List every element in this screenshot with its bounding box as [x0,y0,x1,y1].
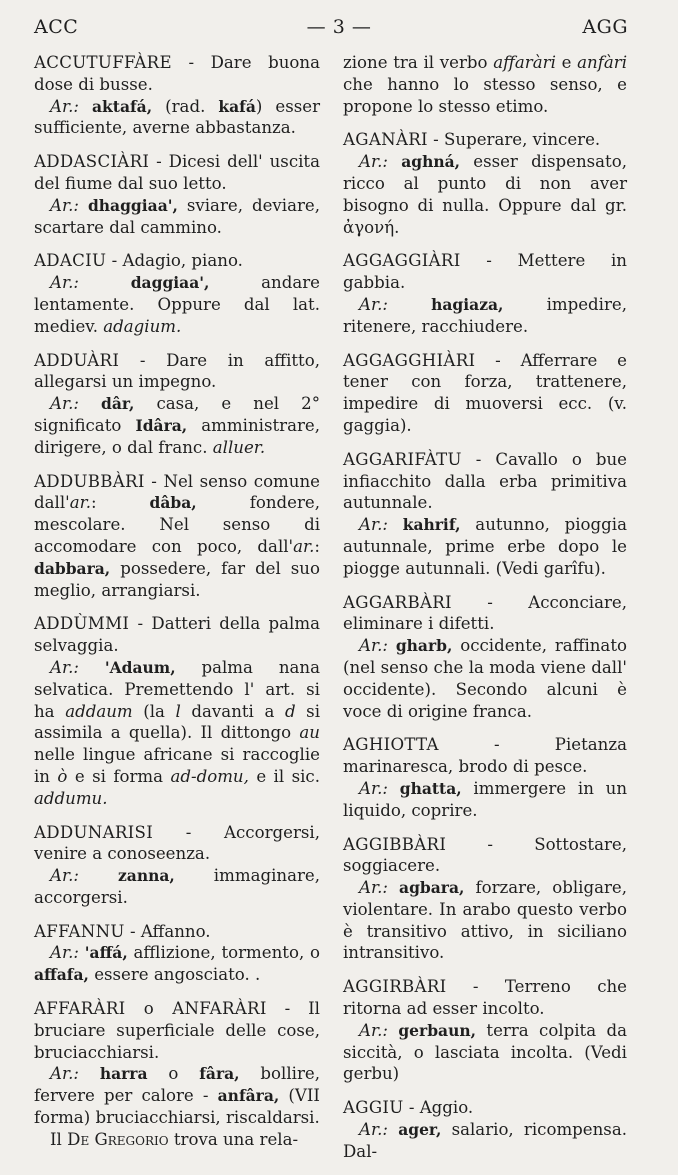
definition: - Mettere in gabbia. [343,251,627,293]
headword: ADACIU [34,251,107,271]
arabic-tag: Ar.: [50,195,79,215]
etymology-text: immergere in un liquido, coprire. [343,778,628,820]
etymology-text: essere angosciato. . [88,965,261,985]
arabic-tag: Ar.: [359,152,388,172]
headword: ACCUTUFFÀRE [34,53,172,72]
arabic-term: dabbara, [34,558,111,578]
arabic-term: daggiaa', [130,273,210,293]
arabic-term: affafa, [34,965,89,985]
definition: - Acconciare, eliminare i difetti. [343,592,627,634]
dictionary-entry [343,592,627,723]
etymology-text: e il sic. [248,766,320,786]
abbrev: ar. [69,493,91,513]
latin-term: adagium. [103,316,182,336]
dictionary-entry [34,52,320,139]
italic-term: ad-domu, [170,766,249,786]
definition: - Dare buona dose di busse. [34,53,320,94]
running-head-left: ACC [34,16,79,38]
dictionary-entry [34,921,320,986]
entry-continuation [343,52,627,117]
italic-term: l [175,701,181,721]
headword: AGGAGGIÀRI [343,251,461,271]
headword: AGGIBBÀRI [343,834,447,854]
arabic-term: harra [99,1064,148,1084]
arabic-tag: Ar.: [50,1064,79,1084]
headword: AGGIU [343,1098,404,1118]
arabic-term: dâr, [101,394,135,414]
arabic-tag: Ar.: [359,878,388,898]
arabic-term: fâra, [199,1064,240,1084]
etymology-text: sviare, deviare, scartare dal cammino. [34,195,320,237]
dictionary-entry [343,734,627,821]
italic-term: au [299,723,320,743]
dictionary-entry [34,350,320,459]
continuation-text: e [555,53,578,72]
arabic-tag: Ar.: [50,96,79,116]
left-column [34,52,320,1163]
etymology-text: si assimila a quella). Il dittongo [34,701,320,743]
dictionary-entry [343,129,627,238]
etymology-text: andare lentamente. Oppure dal lat. mediev. [34,273,320,336]
etymology-text: amministrare, dirigere, o dal franc. [34,415,320,457]
arabic-term: hagiaza, [431,294,504,314]
continuation-text: zione tra il verbo [343,53,494,72]
arabic-term: dhaggiaa', [87,195,178,215]
arabic-term: 'Adaum, [104,657,176,677]
etymology-text: (rad. [152,96,219,116]
arabic-tag: Ar.: [50,943,79,963]
headword: AGHIOTTA [343,735,439,755]
arabic-tag: Ar.: [359,515,388,535]
arabic-tag: Ar.: [359,294,388,314]
etymology-text: casa, e nel 2° significato [34,394,320,435]
arabic-term: 'affá, [84,943,128,963]
definition: - Pietanza marinaresca, brodo di pesce. [343,735,627,777]
page-number: — 3 — [306,16,372,38]
dictionary-entry [343,976,627,1085]
dictionary-entry [343,1097,627,1162]
definition: - Adagio, piano. [106,251,243,271]
definition: - Superare, vincere. [427,130,601,150]
definition: - Accorgersi, venire a conoseenza. [34,822,320,864]
definition: - Datteri della palma selvaggia. [34,614,320,656]
french-term: alluer. [212,437,266,457]
definition: - Dicesi dell' uscita del fiume dal suo letto. [34,152,320,193]
definition: - Dare in affitto, allegarsi un impegno. [34,350,320,392]
headword: ADDASCIÀRI [34,152,150,172]
italic-term: anfàri [577,53,627,72]
etymology-text: trova una rela- [168,1129,299,1149]
right-column [343,52,627,1175]
dictionary-entry [34,613,320,809]
arabic-term: gharb, [395,636,453,656]
dictionary-entry [34,471,320,602]
definition: - Affanno. [124,921,211,941]
arabic-term: gerbaun, [398,1020,477,1040]
dictionary-entry [343,350,627,437]
etymology-text: immaginare, accorgersi. [34,866,320,907]
arabic-tag: Ar.: [50,657,79,677]
definition: - Sottostare, soggiacere. [343,834,627,876]
headword: ADDUBBÀRI [34,471,145,491]
headword: AGGARBÀRI [343,592,452,612]
headword: ADDUÀRI [34,350,120,370]
etymology-text: e si forma [67,766,171,786]
italic-term: ò [57,766,68,786]
greek-term: ἀγονή. [343,217,400,237]
etymology-text: esser dispensato, ricco al punto di non aver bisogno di nulla. Oppure dal gr. [343,152,627,215]
italic-term: affaràri [493,53,556,72]
etymology-text: palma nana selvatica. Premettendo l' art. si ha [34,657,320,721]
etymology-text: davanti a [180,701,285,721]
abbrev: ar. [293,536,315,556]
etymology-text: terra colpita da siccità, o lasciata incolta. (Vedi gerbu) [343,1020,627,1084]
headword: AGGAGGHIÀRI [343,350,476,370]
arabic-term: zanna, [117,866,175,886]
author-name: De Gregorio [67,1129,169,1149]
dictionary-entry [343,834,627,965]
etymology-text: autunno, pioggia autunnale, prime erbe dopo le piogge autunnali. (Vedi garîfu). [343,515,627,578]
etymology-text: bollire, fervere per calore - [34,1064,320,1106]
etymology-text: salario, ricompensa. Dal- [343,1120,627,1161]
running-head-right: AGG [582,16,628,38]
headword: AGANÀRI [343,130,428,150]
etymology-text: o [147,1064,200,1084]
arabic-term: kahrif, [402,515,461,535]
etymology-text: impedire, ritenere, racchiudere. [343,294,628,336]
arabic-term: ager, [398,1120,442,1140]
definition: - Afferrare e tener con forza, trattenere, impedire di muoversi ecc. (v. gaggia). [343,350,627,435]
dictionary-entry [34,250,320,337]
headword: ADDUNARISI [34,822,154,842]
definition: - Aggio. [403,1098,474,1118]
arabic-tag: Ar.: [359,1020,388,1040]
etymology-text: afflizione, tormento, o [127,943,321,963]
arabic-term: anfâra, [217,1086,280,1106]
italic-term: d [284,701,296,721]
arabic-tag: Ar.: [50,394,79,414]
definition: - Terreno che ritorna ad esser incolto. [343,977,627,1019]
dictionary-entry [34,998,320,1151]
arabic-term: aktafá, [92,96,153,116]
dictionary-entry [343,250,627,337]
headword: AGGARIFÀTU [343,449,462,469]
arabic-tag: Ar.: [359,636,388,656]
arabic-term: kafá [218,96,256,116]
definition: - Cavallo o bue infiacchito dalla erba primitiva autunnale. [343,449,627,513]
arabic-tag: Ar.: [50,273,79,293]
arabic-tag: Ar.: [50,866,79,886]
etymology-text: (la [132,701,176,721]
headword: AFFANNU [34,921,125,941]
arabic-term: ghatta, [399,778,462,798]
arabic-tag: Ar.: [359,778,388,798]
arabic-tag: Ar.: [359,1120,388,1140]
italic-term: addumu. [34,788,108,808]
etymology-text: occidente, raffinato (nel senso che la moda viene dall' occidente). Secondo alcuni è voce di origine franca. [343,636,627,721]
arabic-term: dâba, [149,493,197,513]
italic-term: addaum [65,701,133,721]
etymology-text: (VII forma) bruciacchiarsi, riscaldarsi. [34,1086,320,1128]
headword: ADDÙMMI [34,614,130,634]
dictionary-entry [34,151,320,238]
arabic-term: aghná, [401,152,461,172]
arabic-term: agbara, [399,878,465,898]
etymology-text: Il [50,1129,68,1149]
headword: AGGIRBÀRI [343,977,447,997]
definition: : [90,493,150,513]
etymology-text: ) esser sufficiente, averne abbastanza. [34,96,321,138]
definition: - Il bruciare superficiale delle cose, bruciacchiarsi. [34,999,320,1062]
etymology-text: fondere, mescolare. Nel senso di accomodare con poco, dall' [34,493,320,556]
etymology-text: : [314,536,320,556]
headword: AFFARÀRI o ANFARÀRI [34,999,267,1019]
etymology-text: nelle lingue africane si raccoglie in [34,745,320,786]
etymology-text: forzare, obligare, violentare. In arabo questo verbo è transitivo attivo, in siciliano intransitivo. [343,878,628,963]
etymology-text: possedere, far del suo meglio, arrangiarsi. [34,558,320,600]
continuation-text: che hanno lo stesso senso, e propone lo stesso etimo. [343,74,627,116]
dictionary-entry [343,449,627,580]
definition: - Nel senso comune dall' [34,471,320,513]
dictionary-entry [34,822,320,909]
arabic-term: Idâra, [135,415,188,435]
